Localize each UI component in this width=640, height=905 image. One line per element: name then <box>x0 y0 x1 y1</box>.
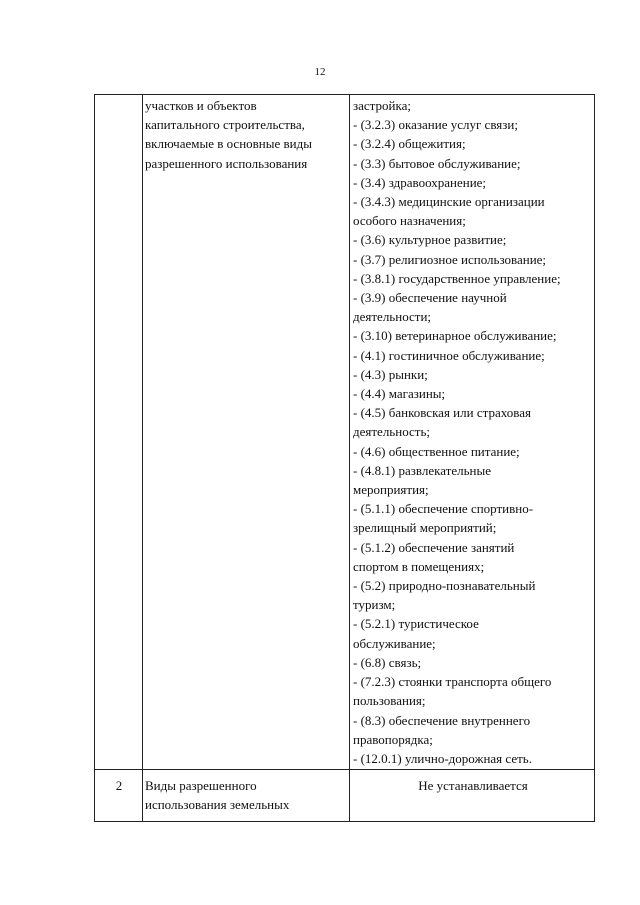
list-item: - (3.4.3) медицинские организации <box>353 194 545 210</box>
text-line: использования земельных <box>145 797 290 813</box>
list-item: правопорядка; <box>353 731 433 747</box>
list-item: зрелищный мероприятий; <box>353 520 497 536</box>
list-item: - (3.2.3) оказание услуг связи; <box>353 117 518 133</box>
table-top-border <box>94 94 595 95</box>
list-item: - (6.8) связь; <box>353 654 422 670</box>
table-left-border <box>94 94 95 822</box>
list-item: - (8.3) обеспечение внутреннего <box>353 712 531 728</box>
list-item: - (4.4) магазины; <box>353 386 446 402</box>
list-item: обслуживание; <box>353 635 436 651</box>
list-item: - (4.8.1) развлекательные <box>353 462 491 478</box>
list-item: особого назначения; <box>353 213 466 229</box>
list-item: - (12.0.1) улично-дорожная сеть. <box>353 750 532 766</box>
list-item: туризм; <box>353 597 396 613</box>
list-item: - (7.2.3) стоянки транспорта общего <box>353 674 552 690</box>
list-item: деятельность; <box>353 424 431 440</box>
row-2-value: Не устанавливается <box>418 778 528 793</box>
row-1-permitted-uses-list <box>353 96 593 768</box>
list-item: - (3.6) культурное развитие; <box>353 232 507 248</box>
row-divider <box>94 769 595 770</box>
list-item: - (4.6) общественное питание; <box>353 443 520 459</box>
table-bottom-border <box>94 821 595 822</box>
text-line: включаемые в основные виды <box>145 136 312 152</box>
list-item: - (4.1) гостиничное обслуживание; <box>353 347 545 363</box>
text-line: Виды разрешенного <box>145 778 257 793</box>
list-item: - (3.9) обеспечение научной <box>353 290 507 306</box>
list-item: - (3.7) религиозное использование; <box>353 251 547 267</box>
list-item: мероприятия; <box>353 482 429 498</box>
list-item: - (4.3) рынки; <box>353 366 428 382</box>
list-item: застройка; <box>353 98 411 113</box>
list-item: - (3.3) бытовое обслуживание; <box>353 155 521 171</box>
list-item: - (4.5) банковская или страховая <box>353 405 531 421</box>
text-line: капитального строительства, <box>145 117 305 133</box>
list-item: - (5.2) природно-познавательный <box>353 578 536 594</box>
list-item: - (5.1.1) обеспечение спортивно- <box>353 501 534 517</box>
list-item: - (3.4) здравоохранение; <box>353 174 487 190</box>
list-item: деятельности; <box>353 309 432 325</box>
list-item: - (5.1.2) обеспечение занятий <box>353 539 515 555</box>
list-item: - (3.8.1) государственное управление; <box>353 270 561 286</box>
row-1-description <box>145 96 345 173</box>
page-number: 12 <box>314 66 326 78</box>
document-table <box>94 94 595 822</box>
row-number: 2 <box>115 778 123 793</box>
table-right-border <box>594 94 595 822</box>
list-item: спортом в помещениях; <box>353 558 485 574</box>
list-item: - (3.2.4) общежития; <box>353 136 466 152</box>
column-divider-1 <box>142 94 143 822</box>
list-item: - (5.2.1) туристическое <box>353 616 479 632</box>
row-2-description <box>145 776 345 814</box>
column-divider-2 <box>349 94 350 822</box>
text-line: разрешенного использования <box>145 155 308 171</box>
list-item: - (3.10) ветеринарное обслуживание; <box>353 328 557 344</box>
text-line: участков и объектов <box>145 98 257 113</box>
list-item: пользования; <box>353 693 426 709</box>
